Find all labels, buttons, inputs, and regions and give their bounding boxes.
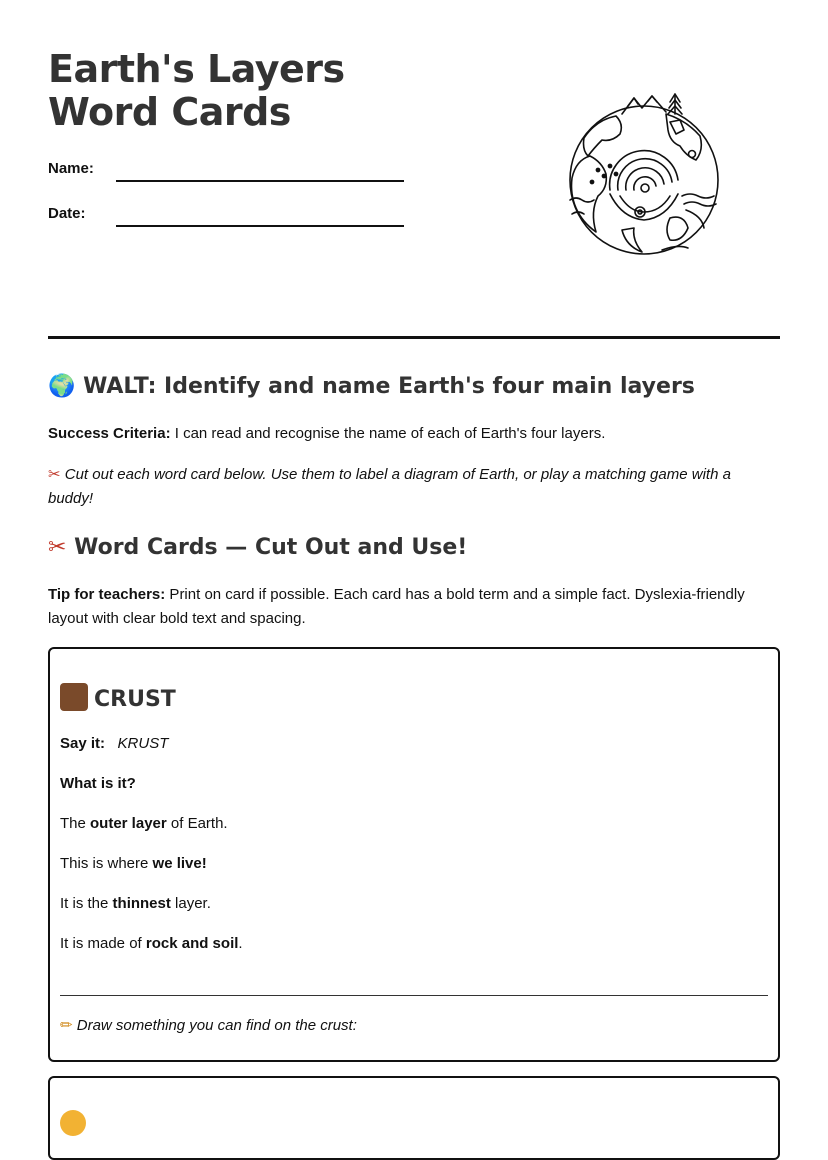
scissors-icon: ✂ — [48, 535, 67, 560]
brown-square-icon — [60, 683, 88, 711]
what-is-it-text: What is it? — [60, 775, 136, 792]
name-field — [48, 156, 408, 186]
fact-text: The — [60, 815, 91, 832]
orange-circle-icon — [60, 1110, 86, 1136]
fact-thinnest — [60, 894, 211, 914]
fact-keyword: thinnest — [112, 895, 171, 912]
date-field — [48, 201, 408, 231]
card-divider — [60, 995, 768, 996]
teacher-tip-text: Print on card if possible. Each card has a bold term and a simple fact. Dyslexia-friendly layout with clear bold text and spacing. — [48, 586, 745, 627]
fact-we-live — [60, 854, 207, 874]
fact-text: It is the — [60, 895, 113, 912]
what-is-it-label — [60, 774, 136, 794]
fact-text: It is made of — [60, 935, 146, 952]
name-label: Name: — [48, 160, 94, 177]
fact-keyword: rock and soil — [145, 935, 239, 952]
pencil-icon: ✏ — [60, 1016, 73, 1034]
card-title — [60, 683, 176, 712]
draw-prompt — [60, 1015, 357, 1036]
earth-cutaway-icon — [562, 90, 726, 260]
worksheet-header — [48, 0, 780, 340]
fact-text: This is where — [60, 855, 153, 872]
word-card-crust[interactable] — [48, 647, 780, 1062]
word-cards-heading — [48, 535, 467, 560]
instructions — [48, 462, 780, 511]
card-title-text: CRUST — [94, 687, 176, 712]
name-write-line[interactable] — [116, 180, 404, 182]
earth-layers-illustration — [562, 90, 726, 260]
teacher-tip-label: Tip for teachers: — [48, 586, 166, 603]
word-card-next[interactable] — [48, 1076, 780, 1160]
fact-text: layer. — [170, 895, 211, 912]
date-write-line[interactable] — [116, 225, 404, 227]
fact-text: . — [238, 935, 243, 952]
scissors-icon: ✂ — [48, 465, 61, 483]
globe-icon: 🌍 — [48, 374, 76, 399]
walt-heading — [48, 374, 695, 399]
say-it-value: KRUST — [117, 735, 169, 752]
draw-prompt-text: Draw something you can find on the crust: — [72, 1017, 357, 1034]
success-criteria-label: Success Criteria: — [48, 425, 171, 442]
success-criteria-text: I can read and recognise the name of each of Earth's four layers. — [170, 425, 606, 442]
page-title: Earth's Layers Word Cards — [48, 47, 345, 134]
success-criteria — [48, 422, 780, 446]
fact-keyword: outer layer — [90, 815, 167, 832]
fact-keyword: we live! — [152, 855, 207, 872]
teacher-tip — [48, 583, 780, 631]
walt-heading-text: WALT: Identify and name Earth's four main layers — [83, 374, 695, 399]
header-divider — [48, 336, 780, 339]
word-cards-heading-text: Word Cards — Cut Out and Use! — [74, 535, 468, 560]
say-it-label: Say it: — [60, 735, 106, 752]
fact-text: of Earth. — [166, 815, 228, 832]
date-label: Date: — [48, 205, 86, 222]
pronunciation — [60, 734, 168, 754]
worksheet-page — [48, 0, 780, 1034]
instructions-text: Cut out each word card below. Use them to label a diagram of Earth, or play a matching game with a buddy! — [48, 466, 731, 507]
fact-rock-and-soil — [60, 934, 243, 954]
fact-outer-layer — [60, 814, 228, 834]
